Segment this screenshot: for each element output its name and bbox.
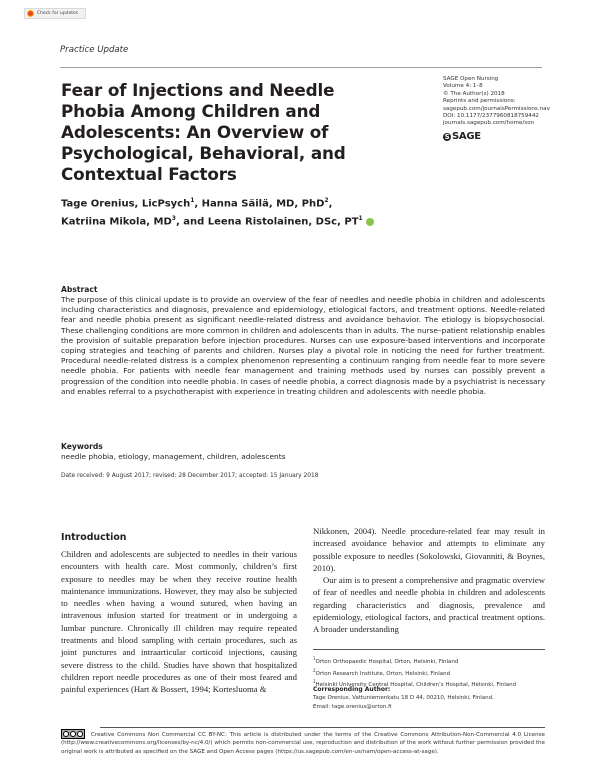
body-paragraph: Nikkonen, 2004). Needle procedure-related fear may result in increased avoidance behavior and attempts to eliminate any possible exposure to needles (Sokolowski, Giovanniti, & Boynes, 2010). (313, 526, 545, 573)
abstract-heading: Abstract (61, 285, 98, 294)
affiliation-sup: 2 (324, 197, 329, 204)
reprints-label: Reprints and permissions: (443, 98, 516, 105)
corresponding-author-details (313, 694, 494, 711)
sage-logo-text: SAGE (452, 131, 481, 142)
journal-volume: Volume 4: 1–8 (443, 83, 483, 90)
doi[interactable]: DOI: 10.1177/2377960818759442 (443, 113, 539, 120)
copyright: © The Author(s) 2018 (443, 90, 505, 97)
corresponding-address: Tage Orenius, Vattuniemenkatu 18 D 44, 00210, Helsinki, Finland. (313, 695, 494, 701)
author-name: Katriina Mikola, MD (61, 216, 172, 228)
body-paragraph: Children and adolescents are subjected to needles in their various encounters with health care. Most commonly, children’s first exposure to needles may be when they receive routine health maintenance immunizations. However, they may also be subjected to needles when having a wound sutured, when having an intravenous infusion started for treatment or in undergoing a lumbar puncture. Chronically ill children may require repeated treatments and blood sampling with certain procedures, such as joint punctures and intraarticular corticoid injections, causing severe distress to the child. Studies have shown that hospitalized children report needle procedures as one of their most feared and painful experiences (Hart & Bossert, 1994; Kortesluoma & (61, 549, 297, 695)
article-dates: Date received: 9 August 2017; revised: 28 December 2017; accepted: 15 January 2018 (61, 473, 319, 479)
affiliation-text: Orton Orthopaedic Hospital, Orton, Helsinki, Finland (315, 658, 459, 665)
introduction-heading: Introduction (61, 532, 127, 543)
section-label: Practice Update (60, 45, 129, 55)
author-list (61, 193, 421, 230)
affiliation-sup: 1 (190, 197, 195, 204)
license-divider (100, 727, 545, 728)
body-column-right (313, 525, 545, 636)
affiliation-text: Orton Research Institute, Orton, Helsinki, Finland (315, 670, 451, 677)
affiliation-text: Helsinki University Central Hospital, Children’s Hospital, Helsinki, Finland (315, 681, 517, 688)
affiliation-sup: 1 (358, 215, 363, 223)
check-for-updates-button[interactable] (24, 8, 86, 19)
affiliation-sup: 3 (171, 215, 176, 223)
license-notice (61, 729, 545, 756)
abstract-text: The purpose of this clinical update is to provide an overview of the fear of needles and needle phobia in children and adolescents including characteristics and diagnosis, prevalence and epidemiology, etiological factors, and treatment options. Needle-related fear and needle phobia present as significant needle-related distress and avoidance behavior. The etiology is biopsychosocial. These challenging conditions are more common in children and adolescents than in adults. The nurse–patient relationship enables the provision of suitable preparation before injection procedures. Nurses can use exposure-based interventions and incorporate coping strategies and teaching of parents and children. Nurses play a pivotal role in noticing the need for further treatment. Procedural needle-related distress is a complex phenomenon representing a continuum ranging from needle fear to more severe needle phobia. For patients with needle fear management and training methods used by nurses can possibly prevent a progression of the condition into needle phobia. In cases of needle phobia, a correct diagnosis made by a psychiatrist is necessary and enables referral to a psychotherapist with experience in treating children and adolescents with needle phobia. (61, 295, 545, 396)
affiliation-item (313, 667, 553, 679)
body-paragraph: Our aim is to present a comprehensive and pragmatic overview of fear of needles and needle phobia in children and adolescents regarding characteristics and diagnosis, prevalence and epidemiology, etiological factors, and practical treatment options. A broader understanding (313, 575, 545, 635)
author-name: , Hanna Säilä, MD, PhD (194, 198, 325, 210)
journal-home-link[interactable]: journals.sagepub.com/home/son (443, 120, 535, 127)
affiliation-number: 1 (313, 656, 316, 661)
license-text: Creative Commons Non Commercial CC BY-NC: This article is distributed under the terms of the Creative Commons Attribution-Non-Commercial 4.0 License (http://www.creativecommons.org/licenses/by-nc/4.0/) which permits non-commercial use, reproduction and distribution of the work without further permission provided the original work is attributed as specified on the SAGE and Open Access pages (https://us.sagepub.com/en-us/nam/open-access-at-sage). (61, 732, 545, 755)
author-name: Tage Orenius, LicPsych (61, 198, 191, 210)
journal-info (443, 76, 550, 128)
author-separator: , (328, 198, 333, 210)
affiliation-number: 3 (313, 679, 316, 685)
corresponding-email[interactable]: Email: tage.orenius@orton.fi (313, 703, 392, 710)
permissions-link[interactable]: sagepub.com/journalsPermissions.nav (443, 105, 550, 112)
affiliations (313, 655, 553, 690)
corresponding-author-heading: Corresponding Author: (313, 686, 391, 693)
sage-logo (443, 131, 481, 142)
check-for-updates-label: Check for updates (37, 11, 79, 16)
sage-mark-icon: S (444, 132, 450, 141)
author-name: , and Leena Ristolainen, DSc, PT (175, 216, 359, 228)
keywords-text: needle phobia, etiology, management, children, adolescents (61, 452, 286, 461)
author-line-1 (61, 193, 421, 211)
keywords-heading: Keywords (61, 442, 103, 451)
affiliation-number: 2 (313, 667, 316, 673)
body-column-left (61, 548, 297, 696)
cc-by-nc-icon (61, 729, 85, 739)
article-title: Fear of Injections and Needle Phobia Among Children and Adolescents: An Overview of Psychological, Behavioral, and Contextual Factors (61, 80, 346, 184)
journal-name: SAGE Open Nursing (443, 76, 499, 82)
crossmark-icon (27, 10, 34, 17)
orcid-icon[interactable] (366, 218, 374, 226)
affiliation-item (313, 655, 553, 667)
header-divider (60, 67, 542, 68)
author-line-2 (61, 211, 421, 229)
footnote-divider (313, 649, 545, 650)
